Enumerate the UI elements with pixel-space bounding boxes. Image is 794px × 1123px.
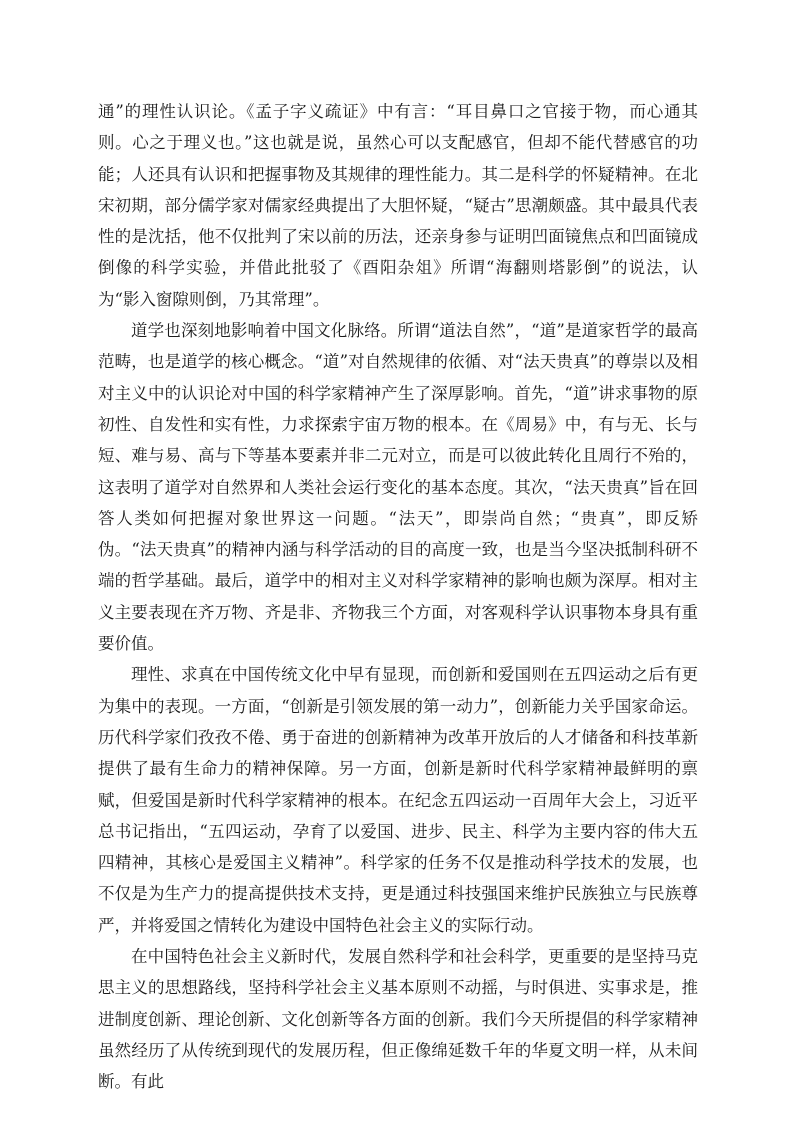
paragraph-4: 在中国特色社会主义新时代，发展自然科学和社会科学，更重要的是坚持马克思主义的思想路线，坚持科学社会主义基本原则不动摇，与时俱进、实事求是，推进制度创新、理论创新、文化创新等各方面的创新。我们今天所提倡的科学家精神虽然经历了从传统到现代的发展历程，但正像绵延数千年的华夏文明一样，从未间断。有此 [98,947,698,1092]
paragraph-1: 通”的理性认识论。《孟子字义疏证》中有言：“耳目鼻口之官接于物，而心通其则。心之于理义也。”这也就是说，虽然心可以支配感官，但却不能代替感官的功能；人还具有认识和把握事物及其规律的理性能力。其二是科学的怀疑精神。在北宋初期，部分儒学家对儒家经典提出了大胆怀疑，“疑古”思潮颇盛。其中最具代表性的是沈括，他不仅批判了宋以前的历法，还亲身参与证明凹面镜焦点和凹面镜成倒像的科学实验，并借此批驳了《酉阳杂俎》所谓“海翻则塔影倒”的说法，认为“影入窗隙则倒，乃其常理”。 [98,102,698,309]
document-body [98,96,698,1098]
paragraph-3: 理性、求真在中国传统文化中早有显现，而创新和爱国则在五四运动之后有更为集中的表现。一方面，“创新是引领发展的第一动力”，创新能力关乎国家命运。历代科学家们孜孜不倦、勇于奋进的创新精神为改革开放后的人才储备和科技革新提供了最有生命力的精神保障。另一方面，创新是新时代科学家精神最鲜明的禀赋，但爱国是新时代科学家精神的根本。在纪念五四运动一百周年大会上，习近平总书记指出，“五四运动，孕育了以爱国、进步、民主、科学为主要内容的伟大五四精神，其核心是爱国主义精神”。科学家的任务不仅是推动科学技术的发展，也不仅是为生产力的提高提供技术支持，更是通过科技强国来维护民族独立与民族尊严，并将爱国之情转化为建设中国特色社会主义的实际行动。 [98,665,698,935]
paragraph-2: 道学也深刻地影响着中国文化脉络。所谓“道法自然”，“道”是道家哲学的最高范畴，也是道学的核心概念。“道”对自然规律的依循、对“法天贵真”的尊崇以及相对主义中的认识论对中国的科学家精神产生了深厚影响。首先，“道”讲求事物的原初性、自发性和实有性，力求探索宇宙万物的根本。在《周易》中，有与无、长与短、难与易、高与下等基本要素并非二元对立，而是可以彼此转化且周行不殆的，这表明了道学对自然界和人类社会运行变化的基本态度。其次，“法天贵真”旨在回答人类如何把握对象世界这一问题。“法天”，即崇尚自然；“贵真”，即反矫伪。“法天贵真”的精神内涵与科学活动的目的高度一致，也是当今坚决抵制科研不端的哲学基础。最后，道学中的相对主义对科学家精神的影响也颇为深厚。相对主义主要表现在齐万物、齐是非、齐物我三个方面，对客观科学认识事物本身具有重要价值。 [98,321,698,654]
